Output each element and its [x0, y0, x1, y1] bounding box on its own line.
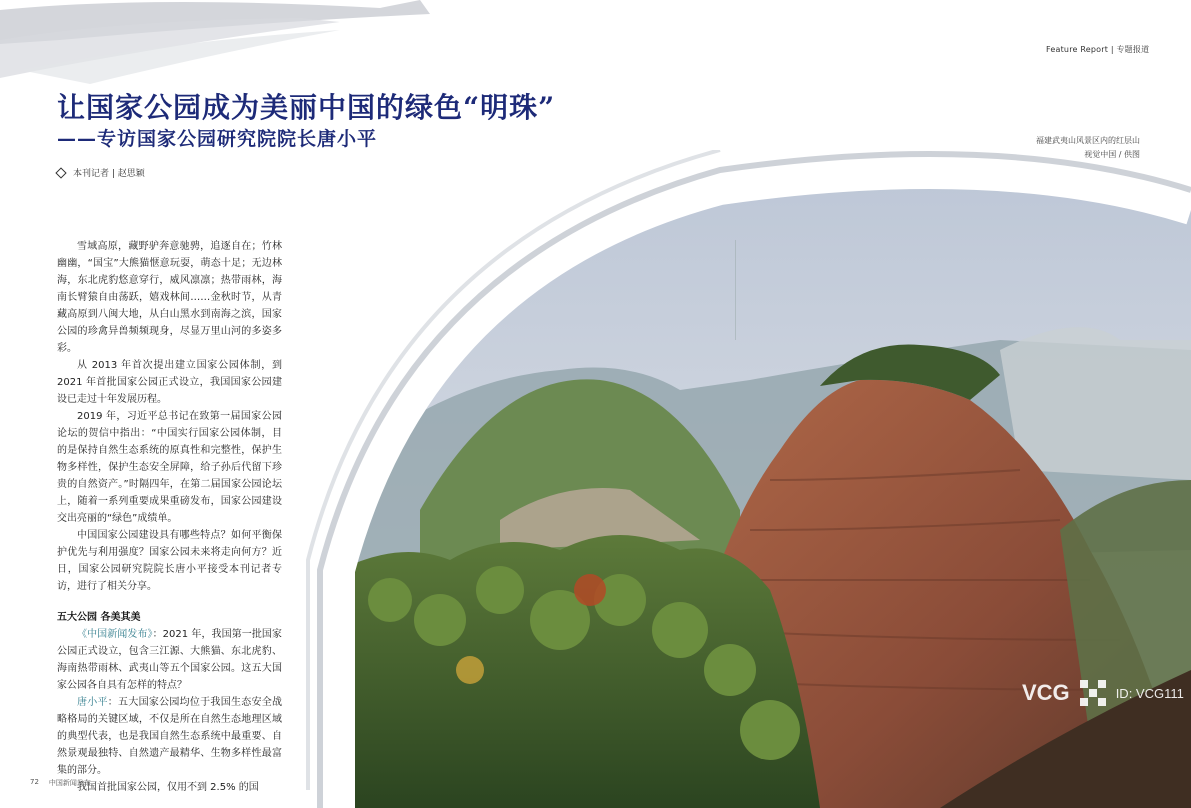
section-heading: 五大公园 各美其美 — [57, 612, 141, 623]
diamond-icon — [55, 167, 66, 178]
caption-description: 福建武夷山风景区内的红层山 — [1036, 136, 1140, 145]
paragraph-4: 中国国家公园建设具有哪些特点？如何平衡保护优先与利用强度？国家公园未来将走向何方？近日，国家公园研究院院长唐小平接受本刊记者专访，进行了相关分享。 — [57, 530, 282, 592]
brush-stroke-decoration — [0, 0, 430, 90]
question-source: 《中国新闻发布》 — [77, 629, 153, 640]
paragraph-5: 我国首批国家公园，仅用不到 2.5% 的国 — [77, 782, 259, 793]
watermark — [1022, 678, 1184, 708]
vcg-image-id: ID: VCG111 — [1115, 685, 1184, 701]
answer-speaker: 唐小平 — [77, 697, 108, 708]
vcg-logo-icon — [1078, 678, 1108, 708]
question-text: ：2021 年，我国第一批国家公园正式设立，包含三江源、大熊猫、东北虎豹、海南热带雨林、武夷山等五个国家公园。这五大国家公园各自具有怎样的特点？ — [57, 629, 282, 691]
gutter-line — [735, 240, 736, 340]
reporter-name: 本刊记者 | 赵思颖 — [73, 169, 145, 179]
page-number: 72 — [30, 778, 39, 786]
landscape-photo — [300, 150, 1191, 808]
article-title: 让国家公园成为美丽中国的绿色“明珠” — [57, 91, 556, 124]
question-1 — [57, 626, 282, 694]
paragraph-1: 雪域高原，藏野驴奔意驰骋，追逐自在；竹林幽幽，“国宝”大熊猫惬意玩耍，萌态十足；无边林海，东北虎豹悠意穿行，威风凛凛；热带雨林，海南长臂猿自由荡跃，嬉戏林间……金秋时节，从青藏高原到八闽大地，从白山黑水到南海之滨，国家公园的珍禽异兽频频现身，尽显万里山河的多姿多彩。 — [57, 241, 282, 354]
caption-credit: 视觉中国 / 供图 — [1084, 150, 1140, 159]
magazine-name: 中国新闻发布 — [48, 779, 91, 787]
answer-text: ：五大国家公园均位于我国生态安全战略格局的关键区域，不仅是所在自然生态地理区域的典型代表，也是我国自然生态系统中最重要、自然景观最独特、自然遗产最精华、生物多样性最富集的部分。 — [57, 697, 283, 776]
article-body — [57, 238, 282, 796]
reporter-byline — [57, 166, 145, 179]
answer-1 — [57, 694, 282, 779]
photo-caption — [1020, 134, 1140, 162]
page-footer — [30, 778, 91, 788]
paragraph-2: 从 2013 年首次提出建立国家公园体制，到 2021 年首批国家公园正式设立，我国国家公园建设已走过十年发展历程。 — [57, 360, 282, 405]
article-subtitle: ——专访国家公园研究院院长唐小平 — [57, 128, 378, 150]
paragraph-3: 2019 年，习近平总书记在致第一届国家公园论坛的贺信中指出：“中国实行国家公园体制，目的是保持自然生态系统的原真性和完整性，保护生物多样性，保护生态安全屏障，给子孙后代留下珍贵的自然资产。”时隔四年，在第二届国家公园论坛上，随着一系列重要成果重磅发布，国家公园建设交出亮丽的“绿色”成绩单。 — [57, 411, 282, 524]
vcg-logo: VCG — [1022, 680, 1070, 705]
section-header-tag: Feature Report | 专题报道 — [1046, 45, 1150, 54]
